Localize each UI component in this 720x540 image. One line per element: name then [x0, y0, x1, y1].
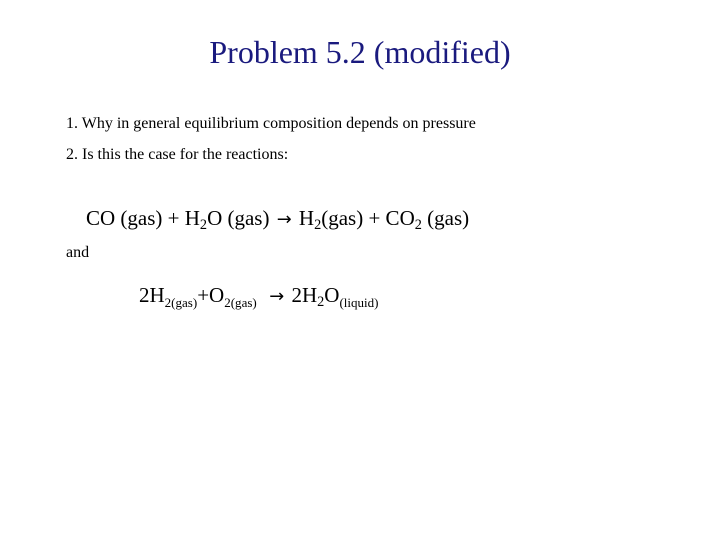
- subscript: (liquid): [339, 294, 379, 310]
- subscript: 2: [199, 217, 208, 234]
- equation-1-text: O (gas): [207, 206, 275, 230]
- slide-title: Problem 5.2 (modified): [209, 34, 511, 70]
- equation-1-text: (gas) + CO: [321, 206, 415, 230]
- equation-1-text: (gas): [421, 206, 470, 230]
- equation-2-text: 2H: [139, 283, 165, 307]
- reaction-arrow-icon: →: [276, 209, 292, 230]
- subscript: 2(gas): [224, 294, 257, 310]
- equation-2-text: +O: [197, 283, 225, 307]
- question-2: 2. Is this the case for the reactions:: [66, 146, 289, 163]
- equation-1-text: CO (gas) + H: [86, 206, 200, 230]
- question-1: 1. Why in general equilibrium composition depends on pressure: [66, 115, 476, 132]
- equation-1-text: H: [293, 206, 315, 230]
- reaction-equation-2: [139, 280, 378, 312]
- reaction-equation-1: [86, 203, 469, 235]
- equation-2-text: 2H: [286, 283, 318, 307]
- subscript: 2: [314, 217, 322, 234]
- equation-2-text: O: [324, 283, 340, 307]
- subscript: 2: [414, 217, 422, 234]
- and-label: and: [66, 244, 90, 261]
- subscript: 2(gas): [164, 294, 198, 310]
- reaction-arrow-icon: →: [269, 286, 285, 307]
- subscript: 2: [317, 294, 325, 311]
- spacer: [257, 283, 268, 307]
